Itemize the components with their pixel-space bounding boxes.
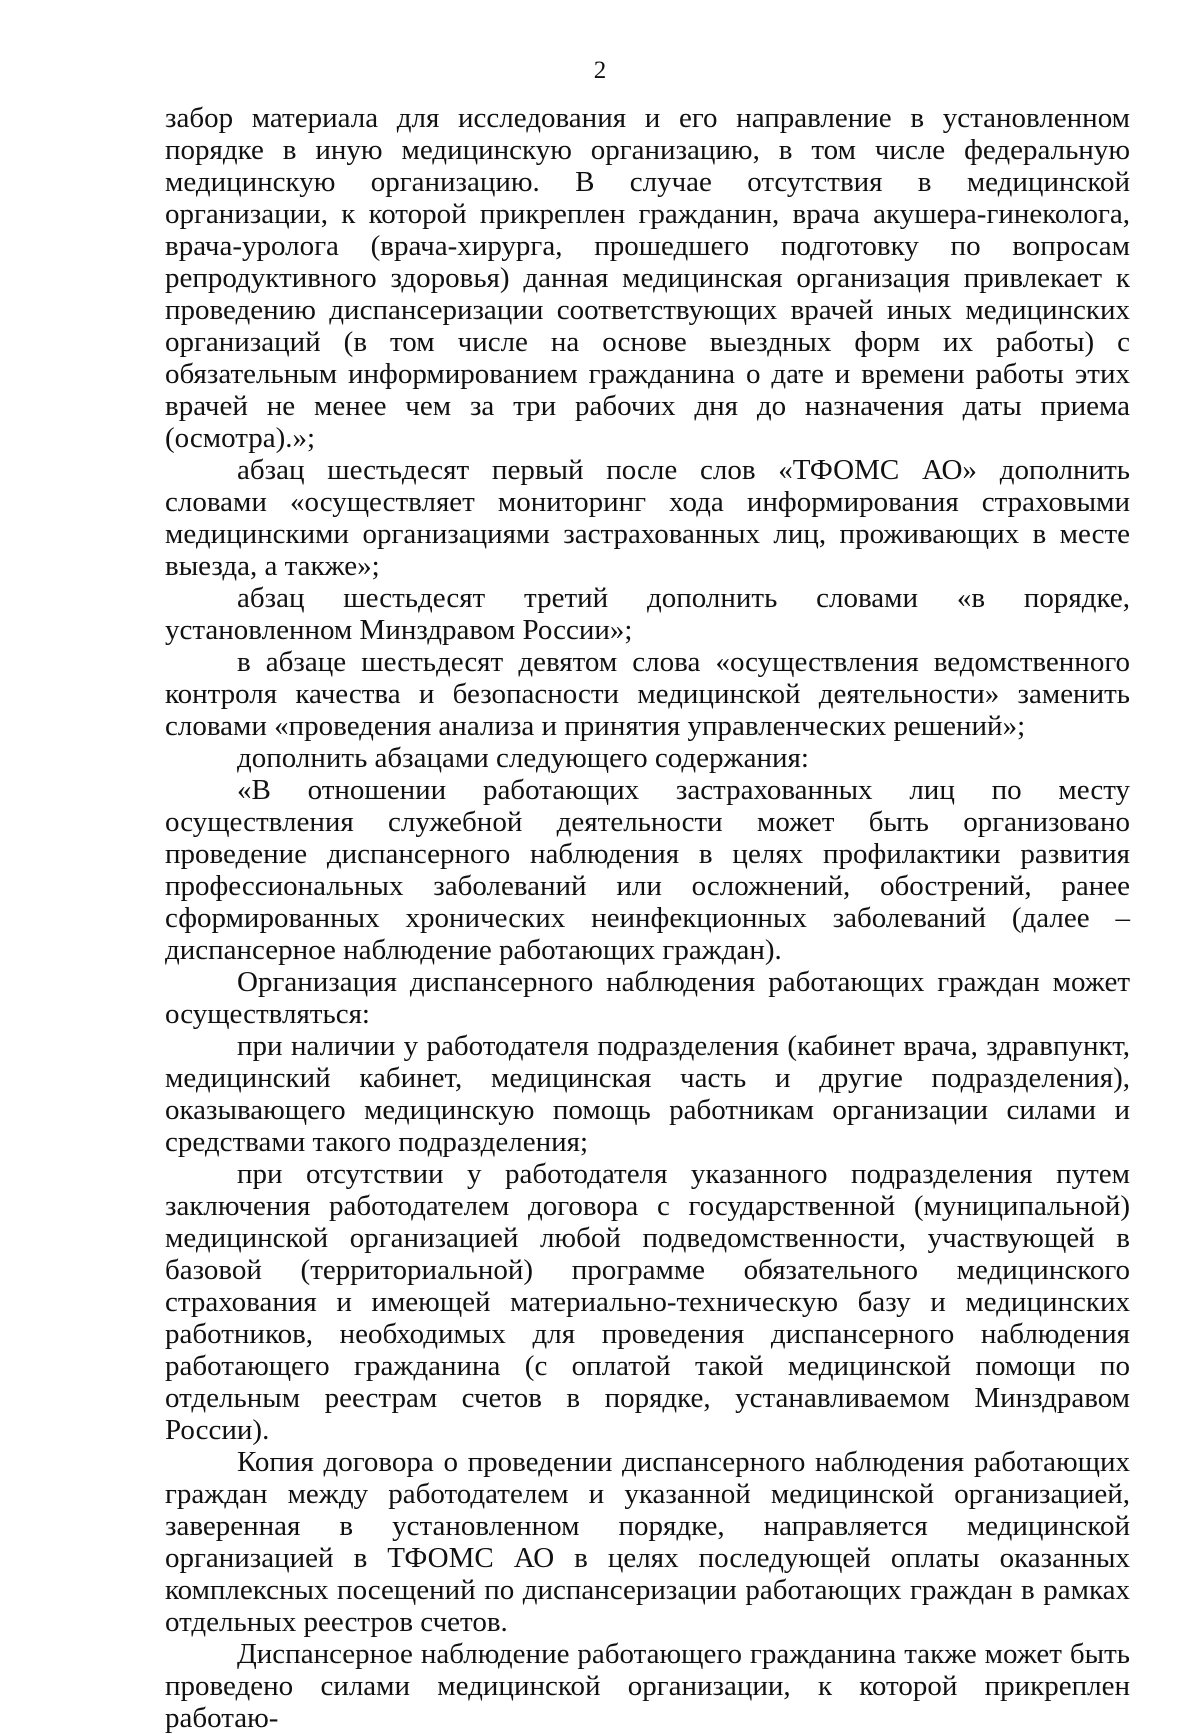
- paragraph-add-intro: дополнить абзацами следующего содержания:: [237, 742, 809, 774]
- paragraph-without-subdivision: при отсутствии у работодателя указанного подразделения путем заключения работодателем договора с государственной (муниципальной) медицинской организацией любой подведомственности, участвующей в базовой (территориальной) программе обязательного медицинского страхования и имеющей материально-техническую базу и медицинских работников, необходимых для проведения диспансерного наблюдения работающего гражданина (с оплатой такой медицинской помощи по отдельным реестрам счетов в порядке, устанавливаемом Минздравом России).: [165, 1158, 1130, 1446]
- paragraph-continuation: забор материала для исследования и его направление в установленном порядке в иную медицинскую организацию, в том числе федеральную медицинскую организацию. В случае отсутствия в медицинской организации, к которой прикреплен гражданин, врача акушера-гинеколога, врача-уролога (врача-хирурга, прошедшего подготовку по вопросам репродуктивного здоровья) данная медицинская организация привлекает к проведению диспансеризации соответствующих врачей иных медицинских организаций (в том числе на основе выездных форм их работы) с обязательным информированием гражданина о дате и времени работы этих врачей не менее чем за три рабочих дня до назначения даты приема (осмотра).»;: [165, 102, 1130, 454]
- paragraph-working-persons: «В отношении работающих застрахованных лиц по месту осуществления служебной деятельности может быть организовано проведение диспансерного наблюдения в целях профилактики развития профессиональных заболеваний или осложнений, обострений, ранее сформированных хронических неинфекционных заболеваний (далее – диспансерное наблюдение работающих граждан).: [165, 774, 1130, 966]
- paragraph-with-subdivision: при наличии у работодателя подразделения (кабинет врача, здравпункт, медицинский кабинет, медицинская часть и другие подразделения), оказывающего медицинскую помощь работникам организации силами и средствами такого подразделения;: [165, 1030, 1130, 1158]
- paragraph-contract-copy: Копия договора о проведении диспансерного наблюдения работающих граждан между работодателем и указанной медицинской организацией, заверенная в установленном порядке, направляется медицинской организацией в ТФОМС АО в целях последующей оплаты оказанных комплексных посещений по диспансеризации работающих граждан в рамках отдельных реестров счетов.: [165, 1446, 1130, 1638]
- paragraph-abzats-61: абзац шестьдесят первый после слов «ТФОМС АО» дополнить словами «осуществляет мониторинг хода информирования страховыми медицинскими организациями застрахованных лиц, проживающих в месте выезда, а также»;: [165, 454, 1130, 582]
- paragraph-abzats-63: абзац шестьдесят третий дополнить словами «в порядке, установленном Минздравом России»;: [165, 582, 1130, 646]
- paragraph-abzats-69: в абзаце шестьдесят девятом слова «осуществления ведомственного контроля качества и безопасности медицинской деятельности» заменить словами «проведения анализа и принятия управленческих решений»;: [165, 646, 1130, 742]
- document-body: [165, 102, 1130, 1734]
- page-number: 2: [593, 57, 607, 84]
- paragraph-dispensary-observation: Диспансерное наблюдение работающего гражданина также может быть проведено силами медицинской организации, к которой прикреплен работаю-: [165, 1638, 1130, 1734]
- paragraph-organization: Организация диспансерного наблюдения работающих граждан может осуществляться:: [165, 966, 1130, 1030]
